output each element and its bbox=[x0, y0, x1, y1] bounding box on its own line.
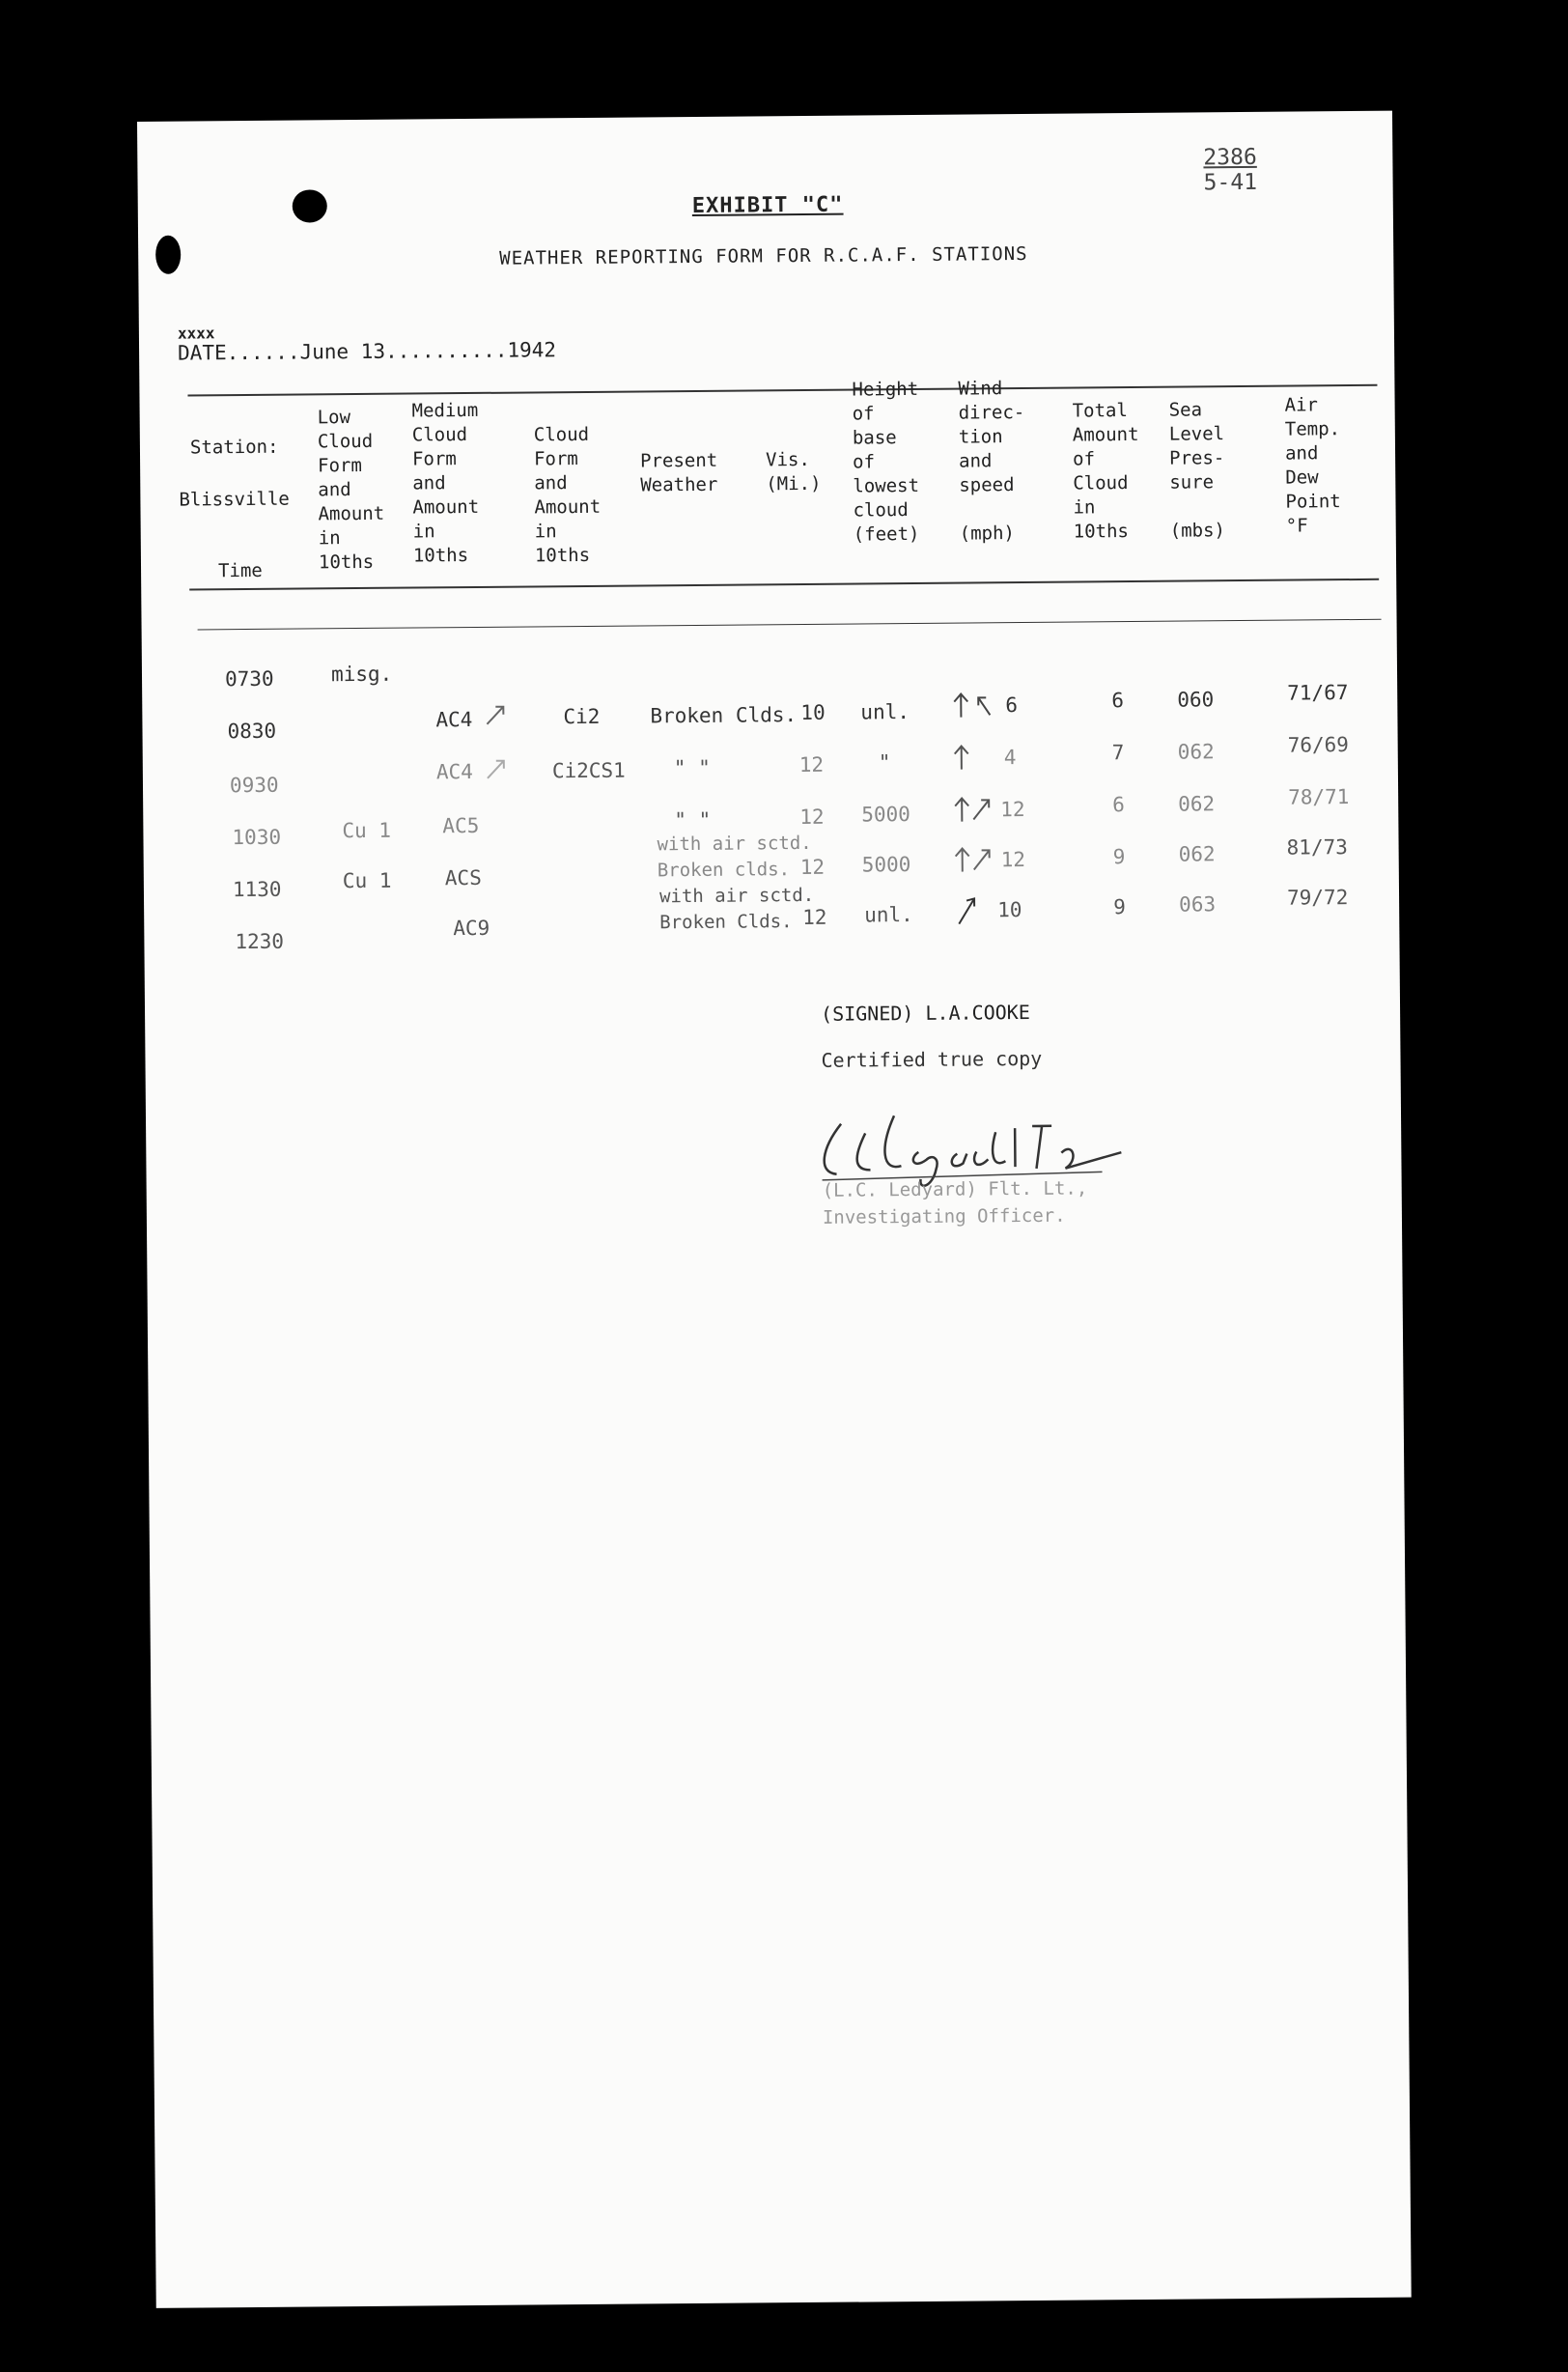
row-1130-total: 9 bbox=[1112, 845, 1126, 869]
row-1130-weather: with air sctd. Broken clds. bbox=[657, 832, 812, 882]
header-visibility: Vis. (Mi.) bbox=[765, 448, 822, 495]
row-0930-total: 7 bbox=[1111, 741, 1125, 765]
row-1030-total: 6 bbox=[1112, 793, 1125, 817]
row-1030-wind-speed: 12 bbox=[1000, 798, 1025, 822]
signed-by: (SIGNED) L.A.COOKE bbox=[820, 1000, 1030, 1026]
handwritten-signature bbox=[812, 1091, 1218, 1192]
row-1230-vis: 12 bbox=[802, 905, 827, 930]
header-rule-lower bbox=[198, 619, 1382, 631]
row-1230-time: 1230 bbox=[235, 929, 285, 954]
certified-copy: Certified true copy bbox=[821, 1046, 1043, 1072]
row-1230-wind-arrow-icon bbox=[953, 892, 982, 925]
row-1230-weather: with air sctd. Broken Clds. bbox=[658, 884, 815, 934]
header-rule-top bbox=[187, 384, 1377, 397]
row-0930-temp: 76/69 bbox=[1287, 733, 1350, 757]
row-0930-wind-arrow-icon bbox=[952, 742, 975, 771]
row-1130-wind-speed: 12 bbox=[1000, 848, 1026, 872]
header-low-cloud: Low Cloud Form and Amount in 10ths bbox=[317, 407, 385, 574]
row-1230-total: 9 bbox=[1113, 895, 1126, 919]
header-air-temp: Air Temp. and Dew Point °F bbox=[1284, 394, 1341, 537]
header-wind: Wind direc- tion and speed (mph) bbox=[958, 378, 1025, 545]
row-0830-cloud: Ci2 bbox=[563, 704, 601, 729]
row-1230-medium: AC9 bbox=[453, 916, 490, 941]
date-label: DATE bbox=[177, 341, 227, 365]
row-1230-wind-speed: 10 bbox=[997, 898, 1022, 922]
row-1030-temp: 78/71 bbox=[1288, 785, 1350, 809]
header-height-base: Height of base of lowest cloud (feet) bbox=[852, 378, 920, 546]
row-0930-time: 0930 bbox=[229, 773, 279, 798]
row-1030-wind-arrow-icon bbox=[952, 794, 1000, 823]
officer-title: Investigating Officer. bbox=[822, 1204, 1066, 1228]
row-1030-vis: 12 bbox=[799, 805, 825, 830]
date-struck-text: xxxx bbox=[177, 324, 215, 343]
date-line bbox=[178, 338, 556, 364]
header-medium-cloud: Medium Cloud Form and Amount in 10ths bbox=[411, 399, 480, 567]
row-0730-low: misg. bbox=[330, 662, 393, 687]
header-total-cloud: Total Amount of Cloud in 10ths bbox=[1072, 400, 1139, 543]
document-page bbox=[137, 111, 1412, 2308]
row-1130-vis: 12 bbox=[799, 855, 826, 880]
row-0930-medium: AC4 bbox=[435, 759, 473, 784]
reference-bottom: 5-41 bbox=[1203, 169, 1258, 196]
row-0830-total: 6 bbox=[1111, 689, 1125, 713]
header-station-label: Station: bbox=[189, 436, 279, 459]
row-0930-cloud: Ci2CS1 bbox=[551, 758, 626, 783]
reference-top: 2386 bbox=[1203, 144, 1257, 171]
header-time: Time bbox=[217, 559, 263, 582]
form-subtitle: WEATHER REPORTING FORM FOR R.C.A.F. STATIONS bbox=[499, 242, 1028, 269]
row-0830-wind-arrow-icon bbox=[951, 690, 999, 719]
row-0830-time: 0830 bbox=[227, 719, 277, 744]
header-present-weather: Present Weather bbox=[639, 449, 718, 496]
row-0930-wind-speed: 4 bbox=[1003, 746, 1017, 770]
row-1230-height: unl. bbox=[864, 903, 913, 927]
row-1030-low: Cu 1 bbox=[342, 818, 392, 843]
row-1130-pressure: 062 bbox=[1178, 842, 1216, 866]
row-1130-time: 1130 bbox=[232, 877, 282, 902]
header-rule-bottom bbox=[189, 579, 1379, 591]
row-1130-temp: 81/73 bbox=[1286, 835, 1348, 860]
row-1130-wind-arrow-icon bbox=[953, 844, 1001, 873]
punch-hole-top bbox=[293, 189, 327, 222]
row-0830-medium-arrow-icon bbox=[484, 702, 507, 727]
row-1130-height: 5000 bbox=[861, 853, 911, 877]
date-value: ......June 13..........1942 bbox=[226, 338, 557, 365]
row-1030-medium: AC5 bbox=[442, 813, 480, 838]
row-1230-temp: 79/72 bbox=[1286, 886, 1349, 910]
row-0830-temp: 71/67 bbox=[1287, 681, 1349, 705]
row-0830-medium: AC4 bbox=[435, 707, 473, 732]
row-0830-pressure: 060 bbox=[1177, 688, 1215, 712]
reference-number bbox=[1203, 145, 1257, 195]
exhibit-title: EXHIBIT "C" bbox=[691, 192, 844, 218]
header-station-value: Blissville bbox=[179, 488, 290, 511]
row-1030-pressure: 062 bbox=[1178, 792, 1216, 816]
header-sea-level: Sea Level Pres- sure (mbs) bbox=[1168, 399, 1226, 542]
row-0830-height: unl. bbox=[860, 700, 910, 724]
row-1030-weather: " " bbox=[674, 807, 712, 833]
row-0830-vis: 10 bbox=[800, 700, 826, 725]
row-0730-time: 0730 bbox=[224, 666, 274, 692]
row-0930-medium-arrow-icon bbox=[485, 756, 508, 781]
row-0930-pressure: 062 bbox=[1177, 740, 1215, 764]
row-0930-vis: 12 bbox=[798, 752, 825, 777]
row-1130-low: Cu 1 bbox=[342, 868, 392, 893]
header-cloud-form: Cloud Form and Amount in 10ths bbox=[533, 423, 602, 567]
row-0830-wind-speed: 6 bbox=[1005, 693, 1019, 718]
punch-hole-side bbox=[155, 236, 181, 274]
row-1230-pressure: 063 bbox=[1179, 892, 1217, 917]
row-1030-time: 1030 bbox=[232, 825, 282, 850]
officer-name: (L.C. Ledyard) Flt. Lt., bbox=[822, 1177, 1088, 1201]
row-0830-weather: Broken Clds. bbox=[650, 703, 798, 728]
row-0930-weather: " " bbox=[673, 755, 711, 780]
row-1030-height: 5000 bbox=[861, 803, 910, 827]
row-1130-medium: ACS bbox=[444, 865, 482, 890]
row-0930-height: " bbox=[878, 750, 891, 775]
